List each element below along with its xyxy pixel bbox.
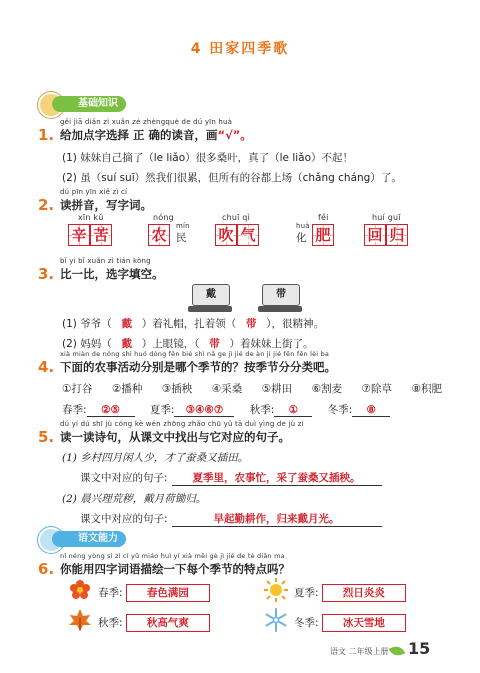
q4-item: ②播种 [111, 383, 143, 395]
summer-answer: ③④⑥⑦ [174, 404, 234, 417]
q2-word1-pinyin: xīn kǔ [78, 213, 104, 222]
q6-question: 你能用四字词语描绘一下每个季节的特点吗？ [60, 562, 290, 576]
spring-flower-icon [68, 578, 92, 602]
q5-poem-2: (2) 晨兴理荒秽，戴月荷锄归。 [62, 493, 207, 505]
q2-word2-after-pinyin: mín [176, 222, 190, 230]
q2-word5 [364, 224, 408, 246]
q2-question: 读拼音，写字词。 [60, 198, 152, 212]
q2-word5-pinyin: huí guī [372, 213, 401, 222]
winter-answer: ⑧ [352, 404, 390, 417]
q5-number: 5. [38, 428, 55, 446]
q2-word4-before: 化 [296, 232, 307, 244]
spring-answer: ②⑤ [87, 404, 135, 417]
q3-number: 3. [38, 265, 55, 283]
q1-number: 1. [38, 126, 55, 144]
q4-item: ⑧积肥 [411, 383, 442, 395]
q2-char-box: 气 [237, 224, 259, 246]
q4-pinyin: xià miàn de nóng shì huó dòng fēn bié shì nǎ ge jì jié de àn jì jié fēn fēn lèi ba [60, 350, 330, 358]
q4-item: ⑦除草 [361, 383, 393, 395]
q4-item: ⑥割麦 [311, 383, 343, 395]
summer-answer-box: 烈日炎炎 [322, 584, 406, 602]
q5-answer-row-2 [80, 511, 382, 527]
autumn-answer: ① [274, 404, 312, 417]
section-language: 语文能力 [52, 531, 126, 547]
q5-answer-row-1 [80, 470, 382, 486]
q3-answer: 带 [245, 318, 257, 330]
q2-word1 [68, 224, 112, 246]
q2-word2 [148, 224, 170, 246]
q3-answer: 戴 [121, 338, 132, 350]
q1-text: 给加点字选择 正 确的读音，画 [60, 128, 218, 142]
footer-book-label: 语文 二年级上册 [330, 647, 389, 656]
q2-word4-pinyin: féi [318, 213, 329, 222]
q2-char-box: 回 [364, 224, 386, 246]
q3-question: 比一比，选字填空。 [60, 267, 164, 281]
q4-item: ③插秧 [161, 383, 193, 395]
q5-answer: 夏季里，农事忙，采了蚕桑又插秧。 [172, 470, 382, 486]
q2-word4 [312, 224, 334, 246]
q1-check-mark: “√”。 [217, 128, 252, 142]
leaf-icon [389, 644, 406, 658]
q2-word3 [215, 224, 259, 246]
q4-item: ⑤耕田 [261, 383, 293, 395]
q3-answer: 戴 [121, 318, 132, 330]
q5-poem-1: (1) 乡村四月闲人少，才了蚕桑又插田。 [62, 452, 249, 464]
q2-char-box: 辛 [68, 224, 90, 246]
q2-number: 2. [38, 196, 55, 214]
q5-answer: 早起勤耕作，归来戴月光。 [172, 511, 382, 527]
q6-winter-row: 冬季: 冰天雪地 [294, 614, 406, 632]
q2-word3-pinyin: chuī qì [222, 213, 251, 222]
q2-char-box: 肥 [312, 224, 334, 246]
q6-spring-row: 春季: 春色满园 [98, 584, 210, 602]
q2-pinyin: dú pīn yīn xiě zì cí [60, 188, 128, 196]
q1-line-2: (2) 虽（suí suī）然我们很累，但所有的谷都上场（chǎng cháng）了。 [62, 172, 402, 184]
q4-seasons [62, 402, 390, 417]
choice-monitor-2: 带 [262, 284, 300, 306]
q1-pinyin: gěi jiā diǎn zì xuǎn zé zhèngquè de dú yīn huà [60, 118, 233, 126]
q2-word4-before-pinyin: huà [296, 222, 310, 230]
winter-snowflake-icon [264, 608, 288, 632]
q5-pinyin: dú yi dú shī jù cóng kè wén zhōng zhǎo chū yǔ tā duì yìng de jù zi [60, 420, 304, 428]
page-title: 4 田家四季歌 [190, 41, 290, 57]
q5-label: 课文中对应的句子: [80, 472, 168, 484]
q3-pinyin: bǐ yi bǐ xuǎn zì tián kòng [60, 257, 151, 265]
q2-char-box: 农 [148, 224, 170, 246]
q4-number: 4. [38, 358, 55, 376]
winter-answer-box: 冰天雪地 [322, 614, 406, 632]
q1-question [60, 127, 252, 143]
q4-question: 下面的农事活动分别是哪个季节的？按季节分分类吧。 [60, 360, 336, 374]
q3-line-2: (2) 妈妈（ 戴 ）上眼镜，（ 带 ）着妹妹上街了。 [62, 338, 314, 350]
choice-monitor-1: 戴 [192, 284, 230, 306]
summer-label: 夏季: [149, 404, 175, 416]
q1-line-1: (1) 妹妹自己摘了（le liǎo）很多桑叶，真了（le liǎo）不起！ [62, 152, 354, 164]
q6-pinyin: nǐ néng yòng sì zì cí yǔ miáo huì yí xià měi gè jì jié de tè diǎn ma [60, 552, 285, 560]
q2-word2-pinyin: nóng [153, 213, 174, 222]
spring-label: 春季: [62, 404, 87, 416]
q3-answer: 带 [209, 338, 220, 350]
q2-word2-after: 民 [176, 232, 187, 244]
q4-items [62, 381, 442, 396]
monitor-stand-icon [258, 306, 302, 312]
q4-item: ④采桑 [211, 383, 243, 395]
q5-question: 读一读诗句，从课文中找出与它对应的句子。 [60, 430, 290, 444]
page-number: 15 [408, 639, 431, 658]
autumn-answer-box: 秋高气爽 [126, 614, 210, 632]
q2-char-box: 苦 [90, 224, 112, 246]
spring-answer-box: 春色满园 [126, 584, 210, 602]
section-basic: 基础知识 [52, 96, 126, 112]
q6-number: 6. [38, 560, 55, 578]
q6-summer-row: 夏季: 烈日炎炎 [294, 584, 406, 602]
summer-sun-icon [264, 578, 288, 602]
q2-char-box: 归 [386, 224, 408, 246]
autumn-label: 秋季: [249, 404, 275, 416]
q4-item: ①打谷 [62, 383, 93, 395]
q2-char-box: 吹 [215, 224, 237, 246]
winter-label: 冬季: [327, 404, 353, 416]
autumn-leaf-icon [68, 608, 92, 632]
q5-label: 课文中对应的句子: [80, 513, 168, 525]
q6-autumn-row: 秋季: 秋高气爽 [98, 614, 210, 632]
q3-line-1: (1) 爷爷（ 戴 ）着礼帽，扎着领（ 带 ），很精神。 [62, 318, 324, 330]
monitor-stand-icon [188, 306, 232, 312]
